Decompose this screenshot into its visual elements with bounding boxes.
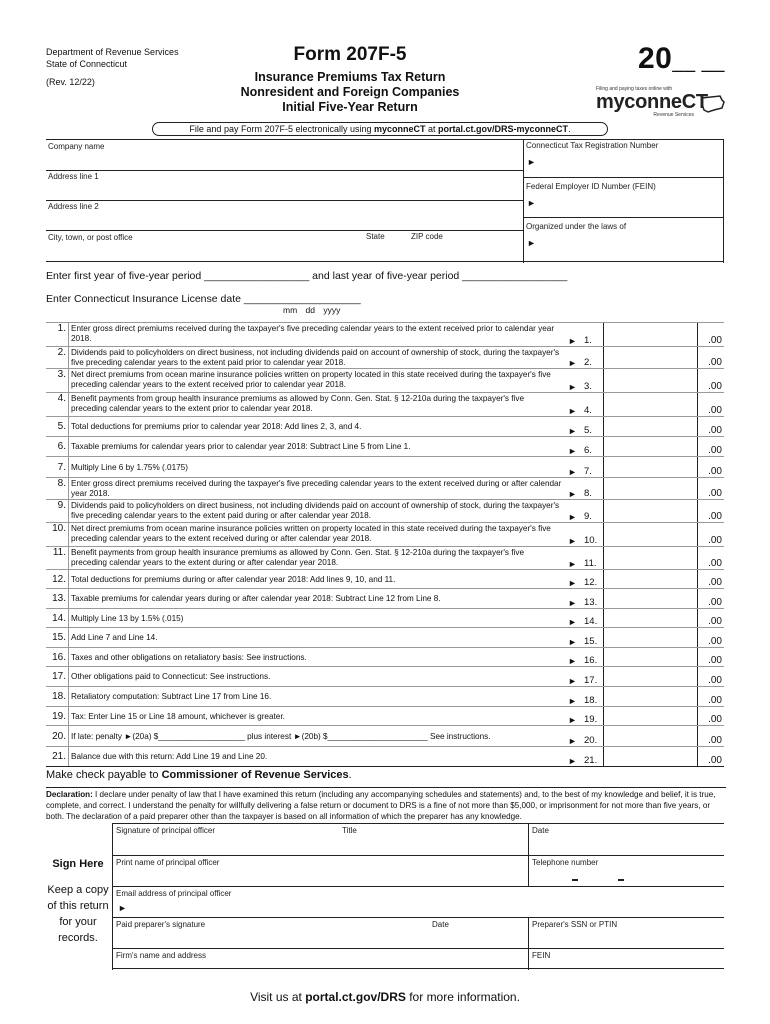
footer-prefix: Visit us at <box>250 990 306 1004</box>
line-number: 1. <box>57 323 66 334</box>
myconnect-logo <box>596 86 726 120</box>
subtitle-line-1: Insurance Premiums Tax Return <box>254 70 446 84</box>
officer-signature-field[interactable]: Signature of principal officer <box>116 826 216 835</box>
line-ref: 8. <box>584 488 592 499</box>
cents-divider <box>697 667 698 687</box>
arrow-icon: ► <box>568 756 577 766</box>
license-date-field[interactable]: Enter Connecticut Insurance License date ____________________ <box>46 293 361 305</box>
declaration-text: I declare under penalty of law that I have examined this return (including any accompanying schedules and statements) and, to the best of my knowledge and belief, it is true, complete, and correct. I understand the penalty for willfully delivering a false return or document to DRS is a fine of not more than $5,000, or imprisonment for not more than five years, or both. The declaration of a paid preparer other than the taxpayer is based on all information of which the preparer has any knowledge. <box>46 790 716 821</box>
form-line <box>46 522 724 546</box>
preparer-date-field[interactable]: Date <box>432 920 449 929</box>
footer-url[interactable]: portal.ct.gov/DRS <box>305 990 406 1004</box>
amount-field[interactable] <box>603 417 724 437</box>
info-right-edge <box>723 140 724 263</box>
line-ref: 7. <box>584 466 592 477</box>
cents-value: .00 <box>708 466 722 477</box>
address-line-2-field[interactable]: Address line 2 <box>48 202 99 211</box>
cents-divider <box>697 570 698 589</box>
info-rule <box>46 200 523 201</box>
line-ref: 18. <box>584 695 598 706</box>
print-name-field[interactable]: Print name of principal officer <box>116 858 220 867</box>
form-line <box>46 392 724 416</box>
amount-field[interactable] <box>603 628 724 648</box>
year-prefix: 20 <box>638 42 673 75</box>
form-line <box>46 416 724 436</box>
line-description: Balance due with this return: Add Line 19 and Line 20. <box>68 747 562 767</box>
sign-rule <box>112 948 724 949</box>
line-number: 3. <box>57 369 66 380</box>
form-line <box>46 368 724 392</box>
form-line <box>46 725 724 746</box>
arrow-icon: ► <box>527 157 536 167</box>
cents-value: .00 <box>708 714 722 725</box>
form-line <box>46 477 724 499</box>
arrow-icon: ► <box>568 467 577 477</box>
signature-block <box>112 823 724 969</box>
line-description: If late: penalty ►(20a) $___________________ plus interest ►(20b) $______________________ See instructions. <box>68 726 562 747</box>
form-line <box>46 456 724 477</box>
line-ref: 13. <box>584 597 598 608</box>
line-ref: 10. <box>584 535 598 546</box>
declaration <box>46 787 726 822</box>
form-line <box>46 588 724 608</box>
firm-name-address-field[interactable]: Firm's name and address <box>116 951 207 960</box>
line-description: Taxable premiums for calendar years during or after calendar year 2018: Subtract Line 12 from Line 8. <box>68 589 562 609</box>
amount-field[interactable] <box>603 547 724 570</box>
amount-field[interactable] <box>603 747 724 767</box>
email-field[interactable]: Email address of principal officer <box>116 889 232 898</box>
line-description: Multiply Line 6 by 1.75% (.0175) <box>68 457 562 478</box>
cents-value: .00 <box>708 335 722 346</box>
amount-field[interactable] <box>603 726 724 747</box>
cents-divider <box>697 687 698 707</box>
declaration-label: Declaration: <box>46 790 93 799</box>
arrow-icon: ► <box>568 489 577 499</box>
cents-divider <box>697 478 698 500</box>
efile-url[interactable]: portal.ct.gov/DRS-myconneCT <box>438 124 569 134</box>
line-number: 9. <box>57 500 66 511</box>
form-line <box>46 706 724 725</box>
form-line <box>46 666 724 686</box>
cents-divider <box>697 747 698 767</box>
line-description: Other obligations paid to Connecticut: See instructions. <box>68 667 562 687</box>
cents-divider <box>697 707 698 726</box>
cents-value: .00 <box>708 535 722 546</box>
line-description: Taxable premiums for calendar years prior to calendar year 2018: Subtract Line 5 from Line 1. <box>68 437 562 457</box>
fein-field[interactable]: Federal Employer ID Number (FEIN) <box>526 182 656 191</box>
cents-divider <box>697 500 698 523</box>
preparer-fein-field[interactable]: FEIN <box>532 951 551 960</box>
line-number: 19. <box>52 711 66 722</box>
line-description: Dividends paid to policyholders on direct business, not including dividends paid on account of ownership of stock, during the taxpayer's five preceding calendar years to the extent paid during or after calendar year 2018. <box>68 500 562 523</box>
line-description: Add Line 7 and Line 14. <box>68 628 562 648</box>
line-description: Multiply Line 13 by 1.5% (.015) <box>68 609 562 628</box>
arrow-icon: ► <box>568 578 577 588</box>
footer-suffix: for more information. <box>405 990 520 1004</box>
sign-rule <box>112 886 724 887</box>
efile-prefix: File and pay Form 207F-5 electronically using <box>189 124 375 134</box>
info-rule <box>46 170 523 171</box>
sign-here-label: Sign Here <box>52 858 104 870</box>
revision-date: (Rev. 12/22) <box>46 77 95 87</box>
cents-divider <box>697 323 698 347</box>
cents-divider <box>697 393 698 417</box>
cents-value: .00 <box>708 425 722 436</box>
line-ref: 5. <box>584 425 592 436</box>
line-number: 11. <box>52 547 66 558</box>
efile-mid: at <box>425 124 439 134</box>
line-ref: 9. <box>584 511 592 522</box>
arrow-icon: ► <box>568 446 577 456</box>
make-check-payable <box>46 769 352 781</box>
line-description: Taxes and other obligations on retaliatory basis: See instructions. <box>68 648 562 667</box>
phone-dash <box>618 879 624 881</box>
state-name: State of Connecticut <box>46 59 128 69</box>
line-ref: 4. <box>584 405 592 416</box>
arrow-icon: ► <box>568 598 577 608</box>
cents-value: .00 <box>708 577 722 588</box>
amount-field[interactable] <box>603 369 724 393</box>
line-number: 18. <box>52 691 66 702</box>
tax-year[interactable] <box>638 42 725 76</box>
cents-value: .00 <box>708 695 722 706</box>
line-number: 21. <box>52 751 66 762</box>
amount-field[interactable] <box>603 648 724 667</box>
cents-divider <box>697 547 698 570</box>
cents-value: .00 <box>708 636 722 647</box>
cents-divider <box>697 347 698 369</box>
line-number: 16. <box>52 652 66 663</box>
line-ref: 16. <box>584 655 598 666</box>
payment-suffix: . <box>348 769 352 781</box>
form-line <box>46 608 724 627</box>
subtitle-line-2: Nonresident and Foreign Companies <box>240 85 460 99</box>
sign-rule <box>112 855 724 856</box>
keep-copy-note: Keep a copy of this return for your records. <box>47 884 109 944</box>
payee-name: Commissioner of Revenue Services <box>161 769 349 781</box>
phone-dash <box>572 879 578 881</box>
cents-divider <box>697 437 698 457</box>
form-line <box>46 686 724 706</box>
efile-suffix: . <box>568 124 571 134</box>
cents-divider <box>697 726 698 747</box>
line-description: Net direct premiums from ocean marine insurance policies written on property located in this state received during the taxpayer's five preceding calendar years to the extent received prior to calendar year 2018. <box>68 369 562 393</box>
arrow-icon: ► <box>568 406 577 416</box>
lines-bottom-rule <box>46 766 724 767</box>
amount-field[interactable] <box>603 687 724 707</box>
officer-title-field[interactable]: Title <box>342 826 357 835</box>
organized-under-laws-field[interactable]: Organized under the laws of <box>526 222 627 231</box>
year-blank: __ __ <box>672 51 725 73</box>
state-field[interactable]: State <box>366 232 385 241</box>
department-name: Department of Revenue Services <box>46 47 179 57</box>
line-number: 14. <box>52 613 66 624</box>
arrow-icon: ► <box>568 559 577 569</box>
line-description: Retaliatory computation: Subtract Line 17 from Line 16. <box>68 687 562 707</box>
arrow-icon: ► <box>568 382 577 392</box>
line-description: Net direct premiums from ocean marine insurance policies written on property located in this state received during the taxpayer's five preceding calendar years to the extent received during or after calendar year 2018. <box>68 523 562 547</box>
cents-divider <box>697 628 698 648</box>
form-line <box>46 346 724 368</box>
ct-tax-registration-field[interactable]: Connecticut Tax Registration Number <box>526 141 659 150</box>
agency-header <box>46 46 179 88</box>
cents-value: .00 <box>708 558 722 569</box>
line-number: 4. <box>57 393 66 404</box>
line-ref: 12. <box>584 577 598 588</box>
amount-field[interactable] <box>603 707 724 726</box>
info-rule <box>46 230 523 231</box>
form-line <box>46 746 724 766</box>
cents-divider <box>697 417 698 437</box>
cents-value: .00 <box>708 616 722 627</box>
sign-divider <box>528 918 529 970</box>
form-line <box>46 436 724 456</box>
line-number: 7. <box>57 462 66 473</box>
cents-divider <box>697 589 698 609</box>
logo-ct-text: CT <box>681 91 708 113</box>
preparer-ssn-ptin-field[interactable]: Preparer's SSN or PTIN <box>532 920 618 929</box>
cents-value: .00 <box>708 755 722 766</box>
amount-field[interactable] <box>603 609 724 628</box>
arrow-icon: ► <box>568 536 577 546</box>
cents-value: .00 <box>708 405 722 416</box>
amount-field[interactable] <box>603 500 724 523</box>
cents-value: .00 <box>708 445 722 456</box>
logo-subtext: Revenue Services <box>653 112 694 118</box>
subtitle-line-3: Initial Five-Year Return <box>282 100 418 114</box>
preparer-signature-field[interactable]: Paid preparer's signature <box>116 920 206 929</box>
arrow-icon: ► <box>568 656 577 666</box>
line-number: 15. <box>52 632 66 643</box>
cents-divider <box>697 609 698 628</box>
cents-value: .00 <box>708 381 722 392</box>
sign-rule <box>112 917 724 918</box>
form-line <box>46 627 724 647</box>
connecticut-map-icon <box>700 94 726 114</box>
line-ref: 6. <box>584 445 592 456</box>
amount-field[interactable] <box>603 393 724 417</box>
arrow-icon: ► <box>568 617 577 627</box>
cents-value: .00 <box>708 597 722 608</box>
logo-tagline: Filing and paying taxes online with <box>596 86 673 92</box>
cents-divider <box>697 523 698 547</box>
line-description: Total deductions for premiums prior to calendar year 2018: Add lines 2, 3, and 4. <box>68 417 562 437</box>
form-title: Form 207F-5 <box>293 44 407 65</box>
cents-divider <box>697 369 698 393</box>
info-rule <box>523 217 724 218</box>
line-description: Benefit payments from group health insurance premiums as allowed by Conn. Gen. Stat. § 12-210a during the taxpayer's five preceding calendar years to the extent during or after calendar year 2018. <box>68 547 562 570</box>
efile-app-name: myconneCT <box>374 124 426 134</box>
amount-field[interactable] <box>603 437 724 457</box>
line-ref: 14. <box>584 616 598 627</box>
line-ref: 20. <box>584 735 598 746</box>
line-ref: 21. <box>584 755 598 766</box>
form-subtitle <box>220 70 480 115</box>
info-rule <box>523 177 724 178</box>
cents-value: .00 <box>708 735 722 746</box>
officer-date-field[interactable]: Date <box>532 826 549 835</box>
line-ref: 1. <box>584 335 592 346</box>
arrow-icon: ► <box>568 512 577 522</box>
arrow-icon: ► <box>568 715 577 725</box>
amount-field[interactable] <box>603 570 724 589</box>
telephone-field[interactable]: Telephone number <box>532 858 599 867</box>
line-ref: 11. <box>584 558 597 569</box>
cents-divider <box>697 457 698 478</box>
cents-divider <box>697 648 698 667</box>
line-number: 6. <box>57 441 66 452</box>
line-description: Tax: Enter Line 15 or Line 18 amount, whichever is greater. <box>68 707 562 726</box>
form-line <box>46 647 724 666</box>
date-format-hint: mm dd yyyy <box>283 305 341 315</box>
arrow-icon: ► <box>527 238 536 248</box>
line-ref: 17. <box>584 675 598 686</box>
arrow-icon: ► <box>568 426 577 436</box>
line-description: Enter gross direct premiums received during the taxpayer's five preceding calendar years to the extent received during or after calendar year 2018. <box>68 478 562 500</box>
line-ref: 15. <box>584 636 598 647</box>
arrow-icon: ► <box>118 903 127 913</box>
line-description: Dividends paid to policyholders on direct business, not including dividends paid on account of ownership of stock, during the taxpayer's five preceding calendar years to the extent paid prior to calendar year 2018. <box>68 347 562 369</box>
line-ref: 3. <box>584 381 592 392</box>
arrow-icon: ► <box>527 198 536 208</box>
arrow-icon: ► <box>568 336 577 346</box>
arrow-icon: ► <box>568 358 577 368</box>
arrow-icon: ► <box>568 637 577 647</box>
line-ref: 19. <box>584 714 598 725</box>
line-number: 12. <box>52 574 66 585</box>
line-number: 13. <box>52 593 66 604</box>
company-info-block <box>46 139 724 262</box>
cents-value: .00 <box>708 488 722 499</box>
line-description: Total deductions for premiums during or after calendar year 2018: Add lines 9, 10, and 11. <box>68 570 562 589</box>
amount-field[interactable] <box>603 457 724 478</box>
line-number: 8. <box>57 478 66 489</box>
line-number: 2. <box>57 347 66 358</box>
amount-field[interactable] <box>603 589 724 609</box>
logo-main-text: myconne <box>596 91 682 113</box>
amount-field[interactable] <box>603 478 724 500</box>
city-field[interactable]: City, town, or post office <box>48 233 133 242</box>
cents-value: .00 <box>708 675 722 686</box>
address-line-1-field[interactable]: Address line 1 <box>48 172 99 181</box>
line-number: 5. <box>57 421 66 432</box>
form-line <box>46 322 724 346</box>
form-line <box>46 499 724 522</box>
efile-banner <box>152 122 608 136</box>
five-year-period-field[interactable]: Enter first year of five-year period __________________ and last year of five-year period __________________ <box>46 270 568 282</box>
amount-field[interactable] <box>603 347 724 369</box>
footer-note <box>0 990 770 1004</box>
line-description: Benefit payments from group health insurance premiums as allowed by Conn. Gen. Stat. § 12-210a during the taxpayer's five preceding calendar years to the extent prior to calendar year 2018. <box>68 393 562 417</box>
form-line <box>46 569 724 588</box>
arrow-icon: ► <box>568 676 577 686</box>
form-line <box>46 546 724 569</box>
cents-value: .00 <box>708 511 722 522</box>
line-number: 20. <box>52 731 66 742</box>
payment-prefix: Make check payable to <box>46 769 162 781</box>
line-number: 10. <box>52 523 66 534</box>
info-divider <box>523 140 524 263</box>
cents-value: .00 <box>708 357 722 368</box>
zip-code-field[interactable]: ZIP code <box>411 232 443 241</box>
amount-field[interactable] <box>603 667 724 687</box>
line-ref: 2. <box>584 357 592 368</box>
arrow-icon: ► <box>568 696 577 706</box>
arrow-icon: ► <box>568 736 577 746</box>
cents-value: .00 <box>708 655 722 666</box>
company-name-field[interactable]: Company name <box>48 142 105 151</box>
line-description: Enter gross direct premiums received during the taxpayer's five preceding calendar years to the extent received prior to calendar year 2018. <box>68 323 562 347</box>
amount-field[interactable] <box>603 523 724 547</box>
line-number: 17. <box>52 671 66 682</box>
amount-field[interactable] <box>603 323 724 347</box>
